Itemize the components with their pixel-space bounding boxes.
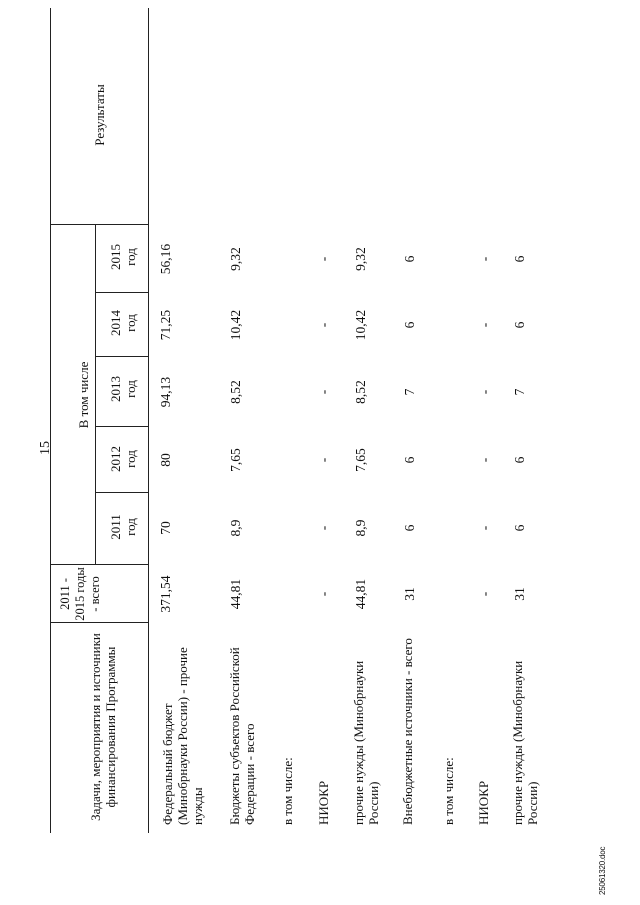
page-number: 15: [38, 441, 53, 455]
cell-2014: 10,42: [353, 309, 368, 341]
cell-2011: 6: [512, 524, 527, 532]
cell-2013: -: [477, 389, 492, 395]
cell-2012: 7,65: [353, 448, 368, 472]
header-year-2012: 2012 год: [108, 446, 138, 472]
column-divider-2014: [95, 292, 148, 293]
cell-total: 44,81: [353, 578, 368, 610]
cell-2014: -: [316, 322, 331, 328]
row-label-regional-budgets: Бюджеты субъектов Российской Федерации - всего: [227, 647, 257, 825]
cell-2013: 94,13: [158, 376, 173, 408]
header-total: 2011 - 2015 годы - всего: [58, 567, 102, 621]
cell-total: 371,54: [158, 575, 173, 613]
cell-total: 31: [512, 587, 527, 601]
cell-2011: -: [316, 525, 331, 531]
cell-2012: 6: [512, 456, 527, 464]
row-label-including: в том числе:: [280, 757, 295, 825]
header-year-2011: 2011 год: [108, 514, 138, 540]
header-tasks: Задачи, мероприятия и источники финансирования Программы: [88, 633, 118, 821]
cell-2015: 56,16: [158, 243, 173, 275]
header-year-2013: 2013 год: [108, 376, 138, 402]
row-label-other-needs: прочие нужды (Минобрнауки России): [351, 660, 381, 825]
header-year-2015: 2015 год: [108, 244, 138, 270]
cell-2011: 6: [402, 524, 417, 532]
group-header-divider: [95, 225, 96, 565]
cell-total: -: [316, 591, 331, 597]
cell-2011: 70: [158, 521, 173, 535]
cell-total: -: [477, 591, 492, 597]
row-label-including: в том числе:: [441, 757, 456, 825]
cell-2013: 8,52: [353, 380, 368, 404]
cell-2014: 71,25: [158, 309, 173, 341]
cell-2014: -: [477, 322, 492, 328]
cell-total: 31: [402, 587, 417, 601]
cell-2015: -: [316, 256, 331, 262]
header-in-total: В том числе: [76, 361, 91, 429]
cell-2015: 9,32: [228, 247, 243, 271]
column-divider-2012: [95, 426, 148, 427]
cell-2012: 6: [402, 456, 417, 464]
row-label-niokr: НИОКР: [316, 780, 331, 825]
row-label-extrabudgetary: Внебюджетные источники - всего: [400, 638, 415, 825]
column-divider-2013: [95, 356, 148, 357]
cell-total: 44,81: [228, 578, 243, 610]
header-year-2014: 2014 год: [108, 310, 138, 336]
row-label-other-needs: прочие нужды (Минобрнауки России): [510, 660, 540, 825]
cell-2012: 7,65: [228, 448, 243, 472]
cell-2013: 7: [402, 388, 417, 396]
document-id: 25061320.doc: [598, 846, 607, 895]
cell-2015: 6: [512, 255, 527, 263]
row-label-federal-budget: Федеральный бюджет (Минобрнауки России) - прочие нужды: [160, 647, 205, 825]
cell-2015: 6: [402, 255, 417, 263]
row-label-niokr: НИОКР: [476, 780, 491, 825]
cell-2012: -: [316, 457, 331, 463]
column-divider-2011: [95, 492, 148, 493]
cell-2012: 80: [158, 453, 173, 467]
column-divider-tasks: [50, 622, 148, 623]
cell-2013: 8,52: [228, 380, 243, 404]
cell-2015: -: [477, 256, 492, 262]
header-bottom-border: [148, 8, 149, 833]
column-divider-2015: [50, 224, 148, 225]
cell-2011: -: [477, 525, 492, 531]
cell-2011: 8,9: [353, 519, 368, 537]
cell-2014: 6: [402, 321, 417, 329]
cell-2013: -: [316, 389, 331, 395]
cell-2014: 10,42: [228, 309, 243, 341]
cell-2013: 7: [512, 388, 527, 396]
column-divider-total: [50, 564, 148, 565]
cell-2015: 9,32: [353, 247, 368, 271]
cell-2011: 8,9: [228, 519, 243, 537]
table-top-border: [50, 8, 51, 833]
header-results: Результаты: [92, 84, 107, 146]
cell-2012: -: [477, 457, 492, 463]
cell-2014: 6: [512, 321, 527, 329]
